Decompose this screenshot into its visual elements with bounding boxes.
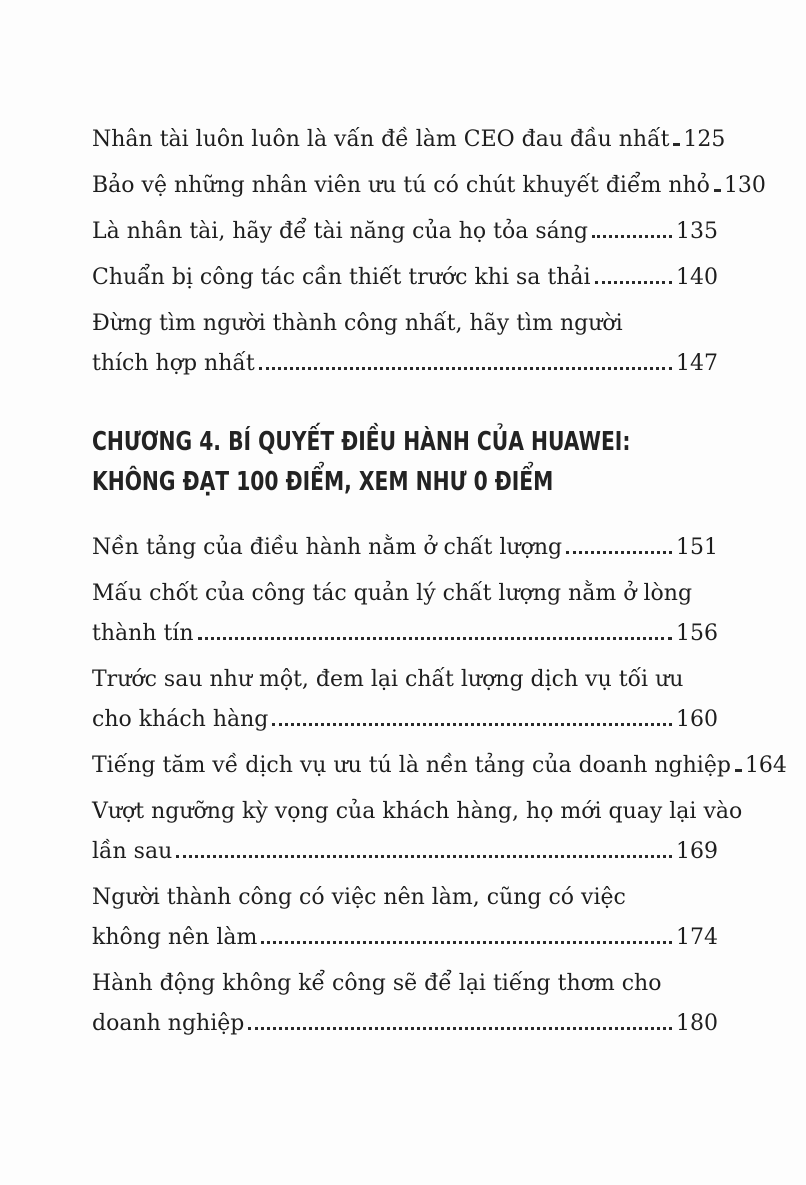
toc-entry <box>92 120 726 160</box>
toc-entry-title: Đừng tìm người thành công nhất, hãy tìm người <box>92 311 623 336</box>
toc-entry-title-continued: cho khách hàng <box>92 707 269 732</box>
toc-entry <box>92 258 718 298</box>
toc-entry-line <box>92 614 718 654</box>
toc-entry-line <box>92 166 766 206</box>
toc-entry <box>92 792 743 872</box>
toc-entry-title-continued: thành tín <box>92 621 194 646</box>
dot-leader <box>673 143 679 146</box>
toc-page-number: 169 <box>676 839 718 864</box>
toc-entry-title: Là nhân tài, hãy để tài năng của họ tỏa sáng <box>92 219 589 244</box>
toc-entry <box>92 574 718 654</box>
toc-entry <box>92 304 718 384</box>
dot-leader <box>595 281 672 284</box>
toc-entry-line <box>92 212 718 252</box>
toc-entry <box>92 528 718 568</box>
toc-entry-line <box>92 878 718 918</box>
dot-leader <box>566 551 672 554</box>
toc-entry-line <box>92 304 718 344</box>
toc-page-number: 164 <box>744 753 787 778</box>
toc-entry <box>92 212 718 252</box>
toc-page-number: 174 <box>676 925 718 950</box>
toc-entry-line <box>92 792 743 832</box>
toc-entry-line <box>92 258 718 298</box>
toc-entry-title: Mấu chốt của công tác quản lý chất lượng nằm ở lòng <box>92 581 693 606</box>
toc-entry-title: Bảo vệ những nhân viên ưu tú có chút khuyết điểm nhỏ <box>92 173 710 198</box>
toc-entry-line <box>92 1004 718 1044</box>
toc-page-number: 160 <box>676 707 718 732</box>
chapter-heading-line-2: KHÔNG ĐẠT 100 ĐIỂM, XEM NHƯ 0 ĐIỂM <box>92 467 554 497</box>
dot-leader <box>198 637 672 640</box>
toc-entry-title-continued: lần sau <box>92 839 173 864</box>
toc-entry-title-continued: doanh nghiệp <box>92 1011 245 1036</box>
toc-entry <box>92 660 718 740</box>
toc-page-number: 180 <box>676 1011 718 1036</box>
dot-leader <box>261 941 672 944</box>
toc-entry-line <box>92 574 718 614</box>
toc-entry-line <box>92 746 787 786</box>
dot-leader <box>714 189 720 192</box>
toc-entry-line <box>92 918 718 958</box>
dot-leader <box>272 723 672 726</box>
toc-entry-line <box>92 964 718 1004</box>
chapter-heading-line-1: CHƯƠNG 4. BÍ QUYẾT ĐIỀU HÀNH CỦA HUAWEI: <box>92 427 631 457</box>
toc-entry-line <box>92 660 718 700</box>
toc-entry-title: Nền tảng của điều hành nằm ở chất lượng <box>92 535 563 560</box>
toc-page-number: 140 <box>676 265 718 290</box>
chapter-heading <box>92 422 718 502</box>
dot-leader <box>248 1027 672 1030</box>
toc-entry-title-continued: thích hợp nhất <box>92 351 255 376</box>
dot-leader <box>592 235 672 238</box>
dot-leader <box>735 769 741 772</box>
toc-entry-title: Trước sau như một, đem lại chất lượng dịch vụ tối ưu <box>92 667 684 692</box>
toc-entry-title: Hành động không kể công sẽ để lại tiếng thơm cho <box>92 971 662 996</box>
toc-page-number: 147 <box>676 351 718 376</box>
toc-entry-title: Chuẩn bị công tác cần thiết trước khi sa thải <box>92 265 591 290</box>
table-of-contents <box>92 120 787 1050</box>
toc-entry-line <box>92 120 726 160</box>
toc-entry-title: Vượt ngưỡng kỳ vọng của khách hàng, họ mới quay lại vào <box>92 799 743 824</box>
dot-leader <box>176 855 672 858</box>
toc-page-number: 135 <box>676 219 718 244</box>
toc-entry <box>92 746 787 786</box>
toc-page-number: 130 <box>723 173 766 198</box>
toc-entry-line <box>92 832 718 872</box>
toc-entry <box>92 964 718 1044</box>
dot-leader <box>259 367 672 370</box>
toc-entry <box>92 878 718 958</box>
toc-entry <box>92 166 766 206</box>
toc-page-number: 151 <box>676 535 718 560</box>
toc-entry-line <box>92 528 718 568</box>
toc-entry-line <box>92 700 718 740</box>
toc-page-number: 156 <box>676 621 718 646</box>
toc-entry-title: Nhân tài luôn luôn là vấn đề làm CEO đau đầu nhất <box>92 127 670 152</box>
toc-entry-title-continued: không nên làm <box>92 925 258 950</box>
toc-entry-title: Người thành công có việc nên làm, cũng có việc <box>92 885 626 910</box>
toc-entry-title: Tiếng tăm về dịch vụ ưu tú là nền tảng của doanh nghiệp <box>92 753 731 778</box>
toc-page-number: 125 <box>683 127 726 152</box>
toc-entry-line <box>92 344 718 384</box>
